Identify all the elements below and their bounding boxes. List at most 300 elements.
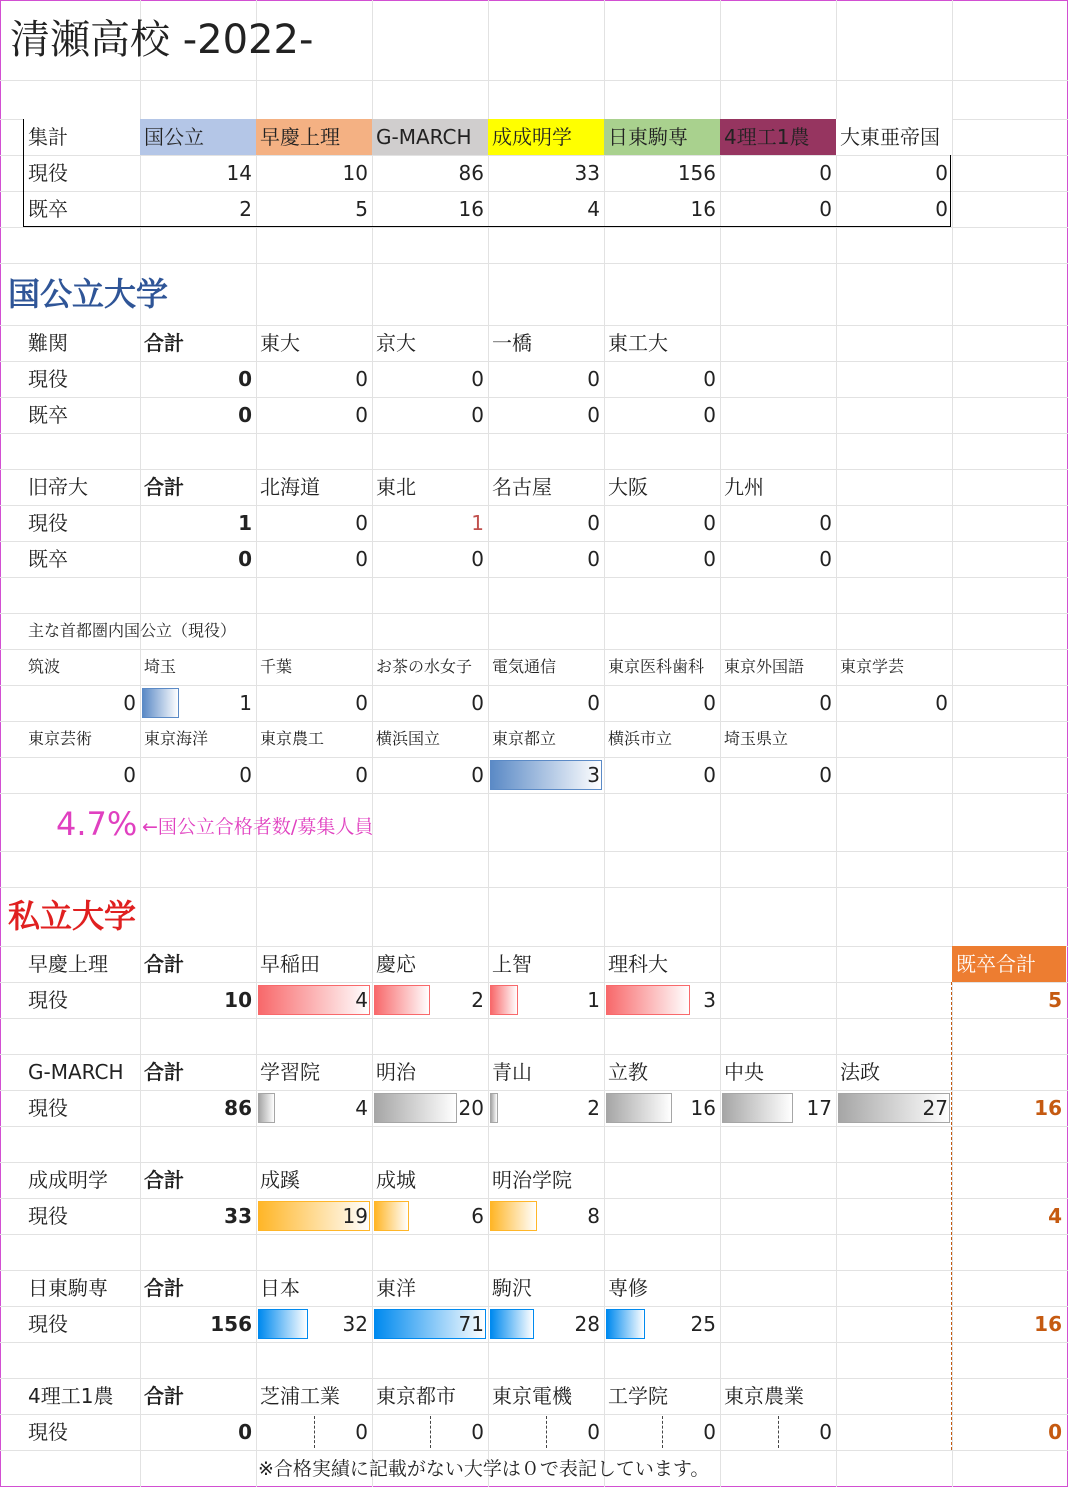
cell-text: 0 <box>819 511 832 535</box>
row-label[interactable] <box>24 1090 140 1126</box>
cell-text: 0 <box>935 197 948 221</box>
summary-value[interactable] <box>604 191 720 227</box>
cell-text: 2 <box>239 197 252 221</box>
cell-text: 工学院 <box>608 1384 668 1408</box>
cell-text: 156 <box>677 161 716 185</box>
group-total[interactable] <box>140 1090 256 1126</box>
metro-name[interactable] <box>836 649 952 685</box>
summary-value[interactable] <box>372 191 488 227</box>
nankan-header[interactable] <box>488 325 604 361</box>
summary-value[interactable] <box>720 191 836 227</box>
pass-count[interactable] <box>372 1306 488 1342</box>
cell-text: 現役 <box>28 367 68 391</box>
university-name[interactable] <box>604 1054 720 1090</box>
pass-count[interactable] <box>256 1414 372 1450</box>
kyuteidai-header[interactable] <box>24 469 140 505</box>
pass-count[interactable] <box>720 1414 836 1450</box>
cell-text: 0 <box>703 1420 716 1444</box>
university-name[interactable] <box>720 1054 836 1090</box>
cell-text: 27 <box>922 1096 948 1120</box>
summary-header[interactable] <box>24 119 140 155</box>
metro-name[interactable] <box>720 649 836 685</box>
cell-text: 東北 <box>376 475 416 499</box>
cell-text: 東京芸術 <box>28 729 93 748</box>
kyuteidai-header[interactable] <box>256 469 372 505</box>
university-name[interactable] <box>256 1270 372 1306</box>
university-name[interactable] <box>256 1162 372 1198</box>
cell-text: 埼玉 <box>144 657 177 676</box>
cell-text: 0 <box>819 161 832 185</box>
cell-text: 大阪 <box>608 475 648 499</box>
cell-text: 0 <box>238 367 252 391</box>
cell-text: 0 <box>935 691 948 715</box>
pass-count[interactable] <box>256 1198 372 1234</box>
group-total-label[interactable] <box>140 1054 256 1090</box>
nankan-value[interactable] <box>256 361 372 397</box>
alumni-total[interactable]: 16 <box>1034 1096 1062 1120</box>
cell-text: 名古屋 <box>492 475 552 499</box>
cell-text: 既卒 <box>28 197 68 221</box>
private-heading: 私立大学 <box>8 897 137 935</box>
alumni-total[interactable]: 16 <box>1034 1312 1062 1336</box>
cell-text: 既卒 <box>28 547 68 571</box>
kyuteidai-value[interactable] <box>372 505 488 541</box>
pass-count[interactable] <box>372 982 488 1018</box>
cell-text: 0 <box>587 511 600 535</box>
university-name[interactable] <box>604 946 720 982</box>
cell-text: 0 <box>355 1420 368 1444</box>
cell-text: 現役 <box>28 161 68 185</box>
metro-value[interactable] <box>372 685 488 721</box>
summary-header[interactable] <box>488 119 604 155</box>
cell-text: 16 <box>690 1096 716 1120</box>
kyuteidai-value[interactable] <box>720 505 836 541</box>
pass-count[interactable] <box>256 1090 372 1126</box>
cell-text: 成成明学 <box>492 125 572 149</box>
summary-value[interactable] <box>720 155 836 191</box>
pass-count[interactable] <box>372 1198 488 1234</box>
cell-text: 東工大 <box>608 331 668 355</box>
metro-value[interactable] <box>372 757 488 793</box>
cell-text: 0 <box>587 547 600 571</box>
cell-text: 8 <box>587 1204 600 1228</box>
cell-text: 慶応 <box>376 952 416 976</box>
cell-text: 東京農業 <box>724 1384 804 1408</box>
pass-count[interactable] <box>488 1306 604 1342</box>
cell-text: 0 <box>587 1420 600 1444</box>
cell-text: 横浜市立 <box>608 729 673 748</box>
row-label[interactable] <box>24 1198 140 1234</box>
summary-value[interactable] <box>604 155 720 191</box>
metro-name[interactable] <box>372 649 488 685</box>
cell-text: 4理工1農 <box>28 1384 114 1408</box>
summary-header[interactable] <box>720 119 836 155</box>
university-name[interactable] <box>372 1054 488 1090</box>
cell-text: 合計 <box>144 475 184 499</box>
nankan-header[interactable] <box>256 325 372 361</box>
summary-value[interactable] <box>256 191 372 227</box>
summary-value[interactable] <box>372 155 488 191</box>
cell-text: 芝浦工業 <box>260 1384 340 1408</box>
university-name[interactable] <box>720 1378 836 1414</box>
cell-text: 現役 <box>28 988 68 1012</box>
university-name[interactable] <box>488 946 604 982</box>
cell-text: 10 <box>224 988 252 1012</box>
cell-text: 1 <box>587 988 600 1012</box>
cell-text: 4 <box>587 197 600 221</box>
metro-value[interactable] <box>720 685 836 721</box>
pass-count[interactable] <box>604 1306 720 1342</box>
cell-text: 既卒 <box>28 403 68 427</box>
university-name[interactable] <box>836 1054 952 1090</box>
cell-text: 0 <box>355 763 368 787</box>
university-name[interactable] <box>488 1270 604 1306</box>
cell-text: 主な首都圏内国公立（現役） <box>28 621 237 640</box>
cell-text: 3 <box>703 988 716 1012</box>
kyuteidai-value[interactable] <box>256 505 372 541</box>
kyuteidai-value[interactable] <box>24 505 140 541</box>
university-name[interactable] <box>604 1270 720 1306</box>
cell-text: 10 <box>342 161 368 185</box>
cell-text: 日東駒専 <box>28 1276 108 1300</box>
nankan-header[interactable] <box>372 325 488 361</box>
cell-text: 法政 <box>840 1060 880 1084</box>
cell-text: 横浜国立 <box>376 729 441 748</box>
metro-name[interactable] <box>24 721 140 757</box>
summary-header[interactable] <box>372 119 488 155</box>
cell-text: G-MARCH <box>28 1060 124 1084</box>
metro-name[interactable] <box>140 649 256 685</box>
kyuteidai-header[interactable] <box>604 469 720 505</box>
cell-text: 北海道 <box>260 475 320 499</box>
group-label[interactable] <box>24 1270 140 1306</box>
kyuteidai-value[interactable] <box>140 541 256 577</box>
metro-name[interactable] <box>488 649 604 685</box>
cell-text: 埼玉県立 <box>724 729 789 748</box>
summary-value[interactable] <box>836 155 952 191</box>
cell-text: 専修 <box>608 1276 648 1300</box>
cell-text: 0 <box>935 161 948 185</box>
metro-value[interactable] <box>488 757 604 793</box>
nankan-value[interactable] <box>604 397 720 433</box>
kyuteidai-value[interactable] <box>256 541 372 577</box>
cell-text: 0 <box>703 763 716 787</box>
cell-text: 1 <box>238 511 252 535</box>
university-name[interactable] <box>372 1378 488 1414</box>
summary-value[interactable] <box>488 191 604 227</box>
metro-value[interactable] <box>24 685 140 721</box>
nankan-value[interactable] <box>140 361 256 397</box>
nankan-value[interactable] <box>372 397 488 433</box>
nankan-value[interactable] <box>24 397 140 433</box>
kyuteidai-value[interactable] <box>140 505 256 541</box>
kyuteidai-value[interactable] <box>488 505 604 541</box>
nankan-header[interactable] <box>24 325 140 361</box>
cell-text: 16 <box>690 197 716 221</box>
kyuteidai-header[interactable] <box>720 469 836 505</box>
metro-value[interactable] <box>604 685 720 721</box>
pass-count[interactable] <box>604 982 720 1018</box>
university-name[interactable] <box>256 1378 372 1414</box>
group-total-label[interactable] <box>140 1162 256 1198</box>
cell-text: 東京医科歯科 <box>608 657 705 676</box>
university-name[interactable] <box>488 1054 604 1090</box>
summary-value[interactable] <box>140 155 256 191</box>
cell-text: 現役 <box>28 1096 68 1120</box>
pass-count[interactable] <box>488 1090 604 1126</box>
cell-text: 3 <box>587 763 600 787</box>
summary-header[interactable] <box>256 119 372 155</box>
alumni-total[interactable]: 0 <box>1048 1420 1062 1444</box>
university-name[interactable] <box>604 1378 720 1414</box>
cell-text: 合計 <box>144 1168 184 1192</box>
metro-name[interactable] <box>372 721 488 757</box>
summary-header[interactable] <box>836 119 952 155</box>
kyuteidai-value[interactable] <box>372 541 488 577</box>
cell-text: 33 <box>224 1204 252 1228</box>
nankan-value[interactable] <box>256 397 372 433</box>
metro-value[interactable] <box>720 757 836 793</box>
pass-count[interactable] <box>604 1414 720 1450</box>
metro-name[interactable] <box>604 721 720 757</box>
summary-value[interactable] <box>836 191 952 227</box>
pass-count[interactable] <box>256 982 372 1018</box>
nankan-header[interactable] <box>140 325 256 361</box>
cell-text: 東京都立 <box>492 729 557 748</box>
cell-text: 電気通信 <box>492 657 557 676</box>
cell-text: 0 <box>587 403 600 427</box>
kyuteidai-value[interactable] <box>720 541 836 577</box>
cell-text: 大東亜帝国 <box>840 125 940 149</box>
cell-text: 旧帝大 <box>28 475 88 499</box>
cell-text: 0 <box>587 691 600 715</box>
cell-text: 千葉 <box>260 657 293 676</box>
cell-text: 0 <box>355 691 368 715</box>
metro-value[interactable] <box>140 685 256 721</box>
kyuteidai-value[interactable] <box>604 505 720 541</box>
summary-value[interactable] <box>488 155 604 191</box>
cell-text: 合計 <box>144 952 184 976</box>
cell-text: 2 <box>471 988 484 1012</box>
cell-text: 0 <box>819 763 832 787</box>
group-total[interactable] <box>140 1306 256 1342</box>
cell-text: 東洋 <box>376 1276 416 1300</box>
footnote: ※合格実績に記載がない大学は０で表記しています。 <box>258 1458 710 1480</box>
pass-count[interactable] <box>604 1090 720 1126</box>
metro-value[interactable] <box>604 757 720 793</box>
cell-text: 国公立 <box>144 125 204 149</box>
group-total-label[interactable] <box>140 1378 256 1414</box>
summary-row-label[interactable] <box>24 191 140 227</box>
cell-text: 0 <box>819 1420 832 1444</box>
group-label[interactable] <box>24 946 140 982</box>
cell-text: 合計 <box>144 1384 184 1408</box>
metro-name[interactable] <box>604 649 720 685</box>
nankan-value[interactable] <box>488 397 604 433</box>
group-total[interactable] <box>140 1198 256 1234</box>
kyuteidai-header[interactable] <box>488 469 604 505</box>
cell-text: 14 <box>226 161 252 185</box>
cell-text: 青山 <box>492 1060 532 1084</box>
metro-name[interactable] <box>256 721 372 757</box>
summary-row-label[interactable] <box>24 155 140 191</box>
metro-value[interactable] <box>256 685 372 721</box>
cell-text: 中央 <box>724 1060 764 1084</box>
cell-text: 駒沢 <box>492 1276 532 1300</box>
group-total[interactable] <box>140 1414 256 1450</box>
university-name[interactable] <box>256 946 372 982</box>
cell-text: 4 <box>355 988 368 1012</box>
cell-text: 立教 <box>608 1060 648 1084</box>
group-label[interactable] <box>24 1162 140 1198</box>
cell-text: 東京都市 <box>376 1384 456 1408</box>
pass-count[interactable] <box>488 1198 604 1234</box>
pass-count[interactable] <box>720 1090 836 1126</box>
cell-text: 0 <box>471 763 484 787</box>
cell-text: 東京海洋 <box>144 729 209 748</box>
cell-text: 合計 <box>144 1276 184 1300</box>
cell-text: 0 <box>587 367 600 391</box>
nankan-value[interactable] <box>24 361 140 397</box>
cell-text: 1 <box>239 691 252 715</box>
cell-text: 0 <box>471 1420 484 1444</box>
summary-value[interactable] <box>140 191 256 227</box>
metro-value[interactable] <box>488 685 604 721</box>
cell-text: 九州 <box>724 475 764 499</box>
cell-text: お茶の水女子 <box>376 657 473 676</box>
nankan-value[interactable] <box>372 361 488 397</box>
cell-text: 0 <box>819 197 832 221</box>
cell-text: 19 <box>342 1204 368 1228</box>
pass-count[interactable] <box>372 1414 488 1450</box>
cell-text: 上智 <box>492 952 532 976</box>
group-total-label[interactable] <box>140 1270 256 1306</box>
cell-text: 0 <box>471 691 484 715</box>
cell-text: 0 <box>238 1420 252 1444</box>
kyuteidai-value[interactable] <box>24 541 140 577</box>
page-title: 清瀬高校 -2022- <box>10 17 314 63</box>
cell-text: 筑波 <box>28 657 61 676</box>
kyuteidai-value[interactable] <box>488 541 604 577</box>
cell-text: 2 <box>587 1096 600 1120</box>
cell-text: 0 <box>238 547 252 571</box>
cell-text: 32 <box>342 1312 368 1336</box>
metro-caption[interactable] <box>24 613 324 649</box>
cell-text: 20 <box>458 1096 484 1120</box>
cell-text: 5 <box>355 197 368 221</box>
group-label[interactable] <box>24 1378 140 1414</box>
cell-text: 成蹊 <box>260 1168 300 1192</box>
cell-text: 0 <box>703 367 716 391</box>
cell-text: 4理工1農 <box>724 125 810 149</box>
cell-text: 東京農工 <box>260 729 325 748</box>
metro-value[interactable] <box>140 757 256 793</box>
cell-text: 0 <box>819 691 832 715</box>
cell-text: 成城 <box>376 1168 416 1192</box>
cell-text: 0 <box>703 691 716 715</box>
summary-value[interactable] <box>256 155 372 191</box>
cell-text: 156 <box>210 1312 252 1336</box>
university-name[interactable] <box>256 1054 372 1090</box>
pass-count[interactable] <box>488 982 604 1018</box>
cell-text: 日東駒専 <box>608 125 688 149</box>
cell-text: 71 <box>458 1312 484 1336</box>
cell-text: 86 <box>458 161 484 185</box>
alumni-total[interactable]: 4 <box>1048 1204 1062 1228</box>
pass-count[interactable] <box>836 1090 952 1126</box>
cell-text: 合計 <box>144 331 184 355</box>
kyuteidai-header[interactable] <box>372 469 488 505</box>
nankan-value[interactable] <box>140 397 256 433</box>
summary-header[interactable] <box>140 119 256 155</box>
cell-text: 集計 <box>28 125 68 149</box>
cell-text: 東京外国語 <box>724 657 805 676</box>
cell-text: 6 <box>471 1204 484 1228</box>
cell-text: 4 <box>355 1096 368 1120</box>
cell-text: 早稲田 <box>260 952 320 976</box>
university-name[interactable] <box>488 1378 604 1414</box>
row-label[interactable] <box>24 1414 140 1450</box>
cell-text: 成成明学 <box>28 1168 108 1192</box>
pass-count[interactable] <box>372 1090 488 1126</box>
kyuteidai-header[interactable] <box>140 469 256 505</box>
cell-text: 0 <box>703 403 716 427</box>
kyuteidai-value[interactable] <box>604 541 720 577</box>
cell-text: 1 <box>471 511 484 535</box>
cell-text: 合計 <box>144 1060 184 1084</box>
cell-text: 現役 <box>28 1312 68 1336</box>
pass-count[interactable] <box>256 1306 372 1342</box>
cell-text: 0 <box>355 403 368 427</box>
university-name[interactable] <box>372 946 488 982</box>
alumni-total[interactable]: 5 <box>1048 988 1062 1012</box>
metro-name[interactable] <box>720 721 836 757</box>
cell-text: 学習院 <box>260 1060 320 1084</box>
summary-header[interactable] <box>604 119 720 155</box>
metro-value[interactable] <box>836 685 952 721</box>
group-total-label[interactable] <box>140 946 256 982</box>
university-name[interactable] <box>488 1162 604 1198</box>
metro-name[interactable] <box>24 649 140 685</box>
nankan-value[interactable] <box>488 361 604 397</box>
ratio-value: 4.7% <box>56 805 138 843</box>
nankan-header[interactable] <box>604 325 720 361</box>
cell-text: 16 <box>458 197 484 221</box>
university-name[interactable] <box>372 1162 488 1198</box>
university-name[interactable] <box>372 1270 488 1306</box>
pass-count[interactable] <box>488 1414 604 1450</box>
group-total[interactable] <box>140 982 256 1018</box>
cell-text: 0 <box>355 511 368 535</box>
row-label[interactable] <box>24 982 140 1018</box>
cell-text: 難関 <box>28 331 68 355</box>
metro-name[interactable] <box>256 649 372 685</box>
cell-text: 0 <box>471 547 484 571</box>
metro-name[interactable] <box>140 721 256 757</box>
cell-text: 86 <box>224 1096 252 1120</box>
group-label[interactable] <box>24 1054 140 1090</box>
cell-text: 33 <box>574 161 600 185</box>
cell-text: 現役 <box>28 1204 68 1228</box>
nankan-value[interactable] <box>604 361 720 397</box>
metro-value[interactable] <box>24 757 140 793</box>
cell-text: 0 <box>703 547 716 571</box>
row-label[interactable] <box>24 1306 140 1342</box>
cell-text: 0 <box>703 511 716 535</box>
metro-value[interactable] <box>256 757 372 793</box>
cell-text: 0 <box>123 763 136 787</box>
metro-name[interactable] <box>488 721 604 757</box>
